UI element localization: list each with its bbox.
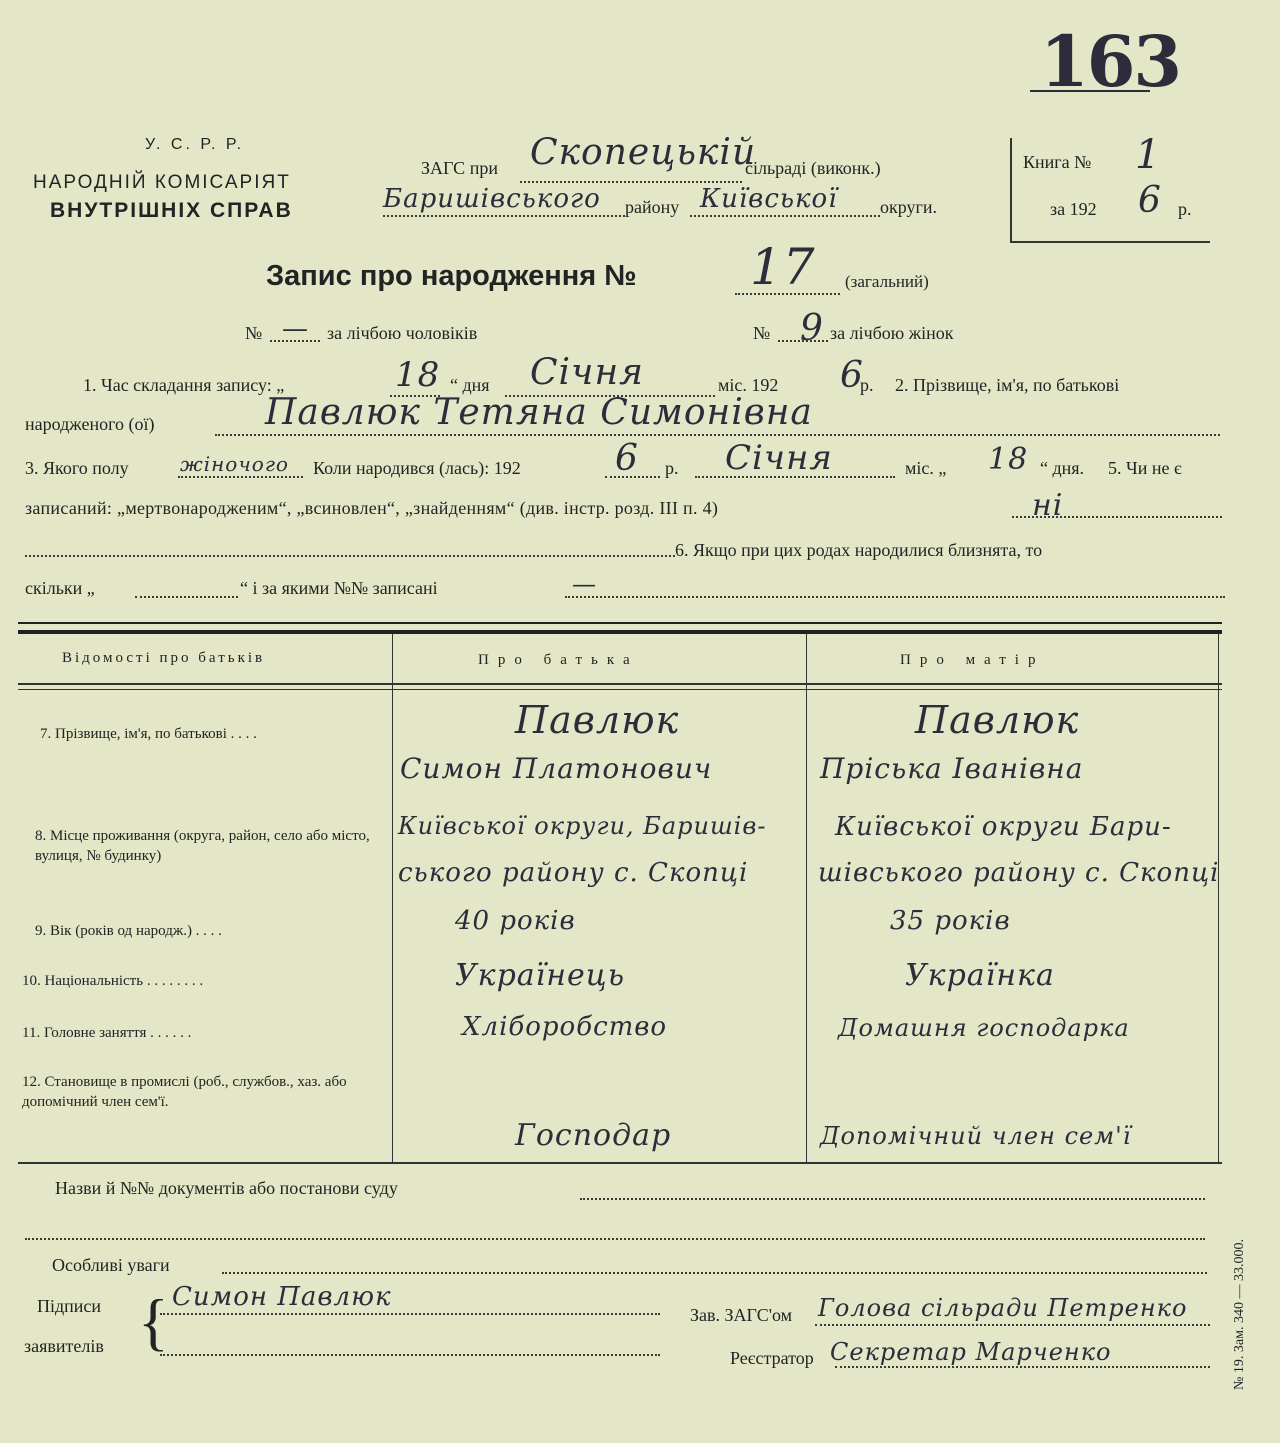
row-8-father-2: ського району с. Скопці: [398, 858, 749, 888]
women-count-label: за лічбою жінок: [830, 323, 954, 343]
page-number: 163: [1040, 20, 1181, 103]
signature-line-2: [160, 1354, 660, 1356]
field-6-label-cont-1: скільки „: [25, 578, 95, 598]
field-2-name: Павлюк Тетяна Симонівна: [265, 392, 813, 433]
notes-label: Особливі уваги: [52, 1255, 170, 1275]
men-count-value: —: [282, 314, 309, 344]
field-2-label: 2. Прізвище, ім'я, по батькові: [895, 375, 1120, 395]
row-7-father-2: Симон Платонович: [400, 752, 713, 785]
field-4-label: Коли народився (лась): 192: [313, 458, 521, 478]
women-count-prefix: №: [753, 323, 771, 343]
registrar-signature: Секретар Марченко: [830, 1338, 1112, 1366]
row-7-mother-1: Павлюк: [915, 698, 1080, 742]
field-3-line: [178, 476, 303, 478]
field-6-label: 6. Якщо при цих родах народилися близнята, то: [675, 540, 1043, 560]
table-header-father: Про батька: [478, 652, 639, 668]
book-year-suffix: р.: [1178, 199, 1192, 219]
table-header-line-2: [18, 689, 1222, 690]
okruha-value: Київської: [700, 184, 838, 214]
row-11-mother: Домашня господарка: [838, 1014, 1130, 1042]
field-6-blank-line: [25, 555, 675, 557]
row-8-mother-2: шівського району с. Скопці: [818, 858, 1220, 888]
row-11-father: Хліборобство: [462, 1012, 668, 1042]
documents-line: [580, 1198, 1205, 1200]
row-7-mother-2: Пріська Іванівна: [820, 752, 1084, 785]
field-1-year: 6: [840, 355, 864, 396]
book-label: Книга №: [1023, 152, 1092, 172]
signature-line-1: [160, 1313, 660, 1315]
book-box-bottom: [1010, 241, 1210, 243]
row-12-mother: Допомічний член сем'ї: [820, 1122, 1132, 1150]
row-8-father-1: Київської округи, Баришів-: [398, 812, 767, 840]
table-right-edge: [1218, 634, 1219, 1162]
field-4-year: 6: [615, 438, 639, 479]
zags-suffix: сільраді (виконк.): [745, 158, 881, 178]
row-10-mother: Українка: [905, 958, 1055, 993]
row-9-father: 40 років: [455, 906, 576, 936]
applicant-signature: Симон Павлюк: [172, 1282, 392, 1312]
page-number-strike: [1030, 90, 1150, 92]
signatures-brace: {: [138, 1286, 169, 1357]
district-value: Баришівського: [383, 184, 601, 214]
okruha-line: [690, 215, 880, 217]
field-6-numbers-line: [565, 596, 1225, 598]
signatures-label-1: Підписи: [37, 1296, 102, 1316]
commissariat-line-2: ВНУТРІШНІХ СПРАВ: [50, 199, 293, 222]
zags-prefix: ЗАГС при: [421, 158, 498, 178]
field-5-label: 5. Чи не є: [1108, 458, 1182, 478]
women-count-value: 9: [800, 308, 824, 349]
field-1-day-label: “ дня: [450, 375, 490, 395]
table-top-line-thick: [18, 630, 1222, 634]
field-5-value: ні: [1032, 488, 1064, 523]
field-3-label: 3. Якого полу: [25, 458, 129, 478]
record-number: 17: [750, 238, 816, 296]
book-year-digit: 6: [1138, 180, 1162, 221]
registrar-sig-line: [835, 1366, 1210, 1368]
table-header-mother: Про матір: [900, 652, 1045, 668]
district-label: району: [625, 197, 680, 217]
book-box-left: [1010, 138, 1012, 243]
state-label: У. С. Р. Р.: [145, 136, 245, 153]
notes-line: [222, 1272, 1207, 1274]
documents-label: Назви й №№ документів або постанови суду: [55, 1178, 398, 1198]
signatures-label-2: заявителів: [24, 1336, 104, 1356]
row-12-label: 12. Становище в промислі (роб., службов., хаз. або допомічний член сем'ї.: [22, 1074, 347, 1110]
field-6-count-line: [135, 596, 238, 598]
field-1-month-label: міс. 192: [718, 375, 779, 395]
field-4-day-label: “ дня.: [1040, 458, 1085, 478]
row-10-label: 10. Національність . . . . . . . .: [22, 973, 204, 989]
head-sig-line: [815, 1324, 1210, 1326]
field-2-label-cont: народженого (ої): [25, 414, 155, 434]
row-12-father: Господар: [515, 1118, 672, 1153]
field-4-month: Січня: [725, 438, 833, 478]
table-header-parents: Відомості про батьків: [62, 650, 266, 666]
okruha-label: округи.: [880, 197, 938, 217]
field-1-year-label: р.: [860, 375, 874, 395]
field-2-name-line: [215, 434, 1220, 436]
field-5-label-cont: записаний: „мертвонародженим“, „всиновлен“, „знайденням“ (див. інстр. розд. III п. 4): [25, 498, 719, 518]
row-10-father: Українець: [455, 958, 626, 993]
field-6-label-cont-2: “ і за якими №№ записані: [240, 578, 438, 598]
row-9-label: 9. Вік (років од народж.) . . . .: [35, 923, 222, 939]
commissariat-line-1: НАРОДНІЙ КОМІСАРІЯТ: [33, 172, 291, 193]
registrar-label: Реєстратор: [730, 1348, 814, 1368]
row-8-mother-1: Київської округи Бари-: [835, 812, 1172, 842]
zags-village-line: [520, 181, 742, 183]
field-3-sex: жіночого: [180, 452, 289, 476]
row-7-label: 7. Прізвище, ім'я, по батькові . . . .: [40, 726, 257, 742]
table-bottom-line: [18, 1162, 1222, 1164]
record-general-label: (загальний): [845, 272, 929, 291]
field-4-day: 18: [988, 442, 1029, 477]
book-number: 1: [1135, 132, 1162, 178]
district-line: [383, 215, 625, 217]
table-top-line: [18, 622, 1222, 624]
table-header-line: [18, 683, 1222, 685]
record-title: Запис про народження №: [266, 260, 637, 292]
field-1-label: 1. Час складання запису: „: [83, 375, 285, 395]
row-7-father-1: Павлюк: [515, 698, 680, 742]
men-count-label: за лічбою чоловіків: [327, 323, 478, 343]
row-11-label: 11. Головне заняття . . . . . .: [22, 1025, 192, 1041]
print-side-mark: № 19. Зам. 340 — 33.000.: [1232, 1239, 1247, 1390]
head-signature: Голова сільради Петренко: [818, 1294, 1188, 1322]
row-9-mother: 35 років: [890, 906, 1011, 936]
documents-line-2: [25, 1238, 1205, 1240]
men-count-prefix: №: [245, 323, 263, 343]
field-4-month-label: міс. „: [905, 458, 947, 478]
row-8-label: 8. Місце проживання (округа, район, село або місто, вулиця, № будинку): [35, 828, 370, 864]
book-year-prefix: за 192: [1050, 199, 1097, 219]
field-4-year-label: р.: [665, 458, 679, 478]
head-label: Зав. ЗАГС'ом: [690, 1305, 792, 1325]
table-col-divider-1: [392, 634, 393, 1162]
table-col-divider-2: [806, 634, 807, 1162]
zags-village-value: Скопецькій: [530, 132, 757, 173]
field-1-month: Січня: [530, 352, 645, 393]
field-1-day: 18: [395, 355, 441, 395]
field-6-value: —: [572, 570, 597, 598]
